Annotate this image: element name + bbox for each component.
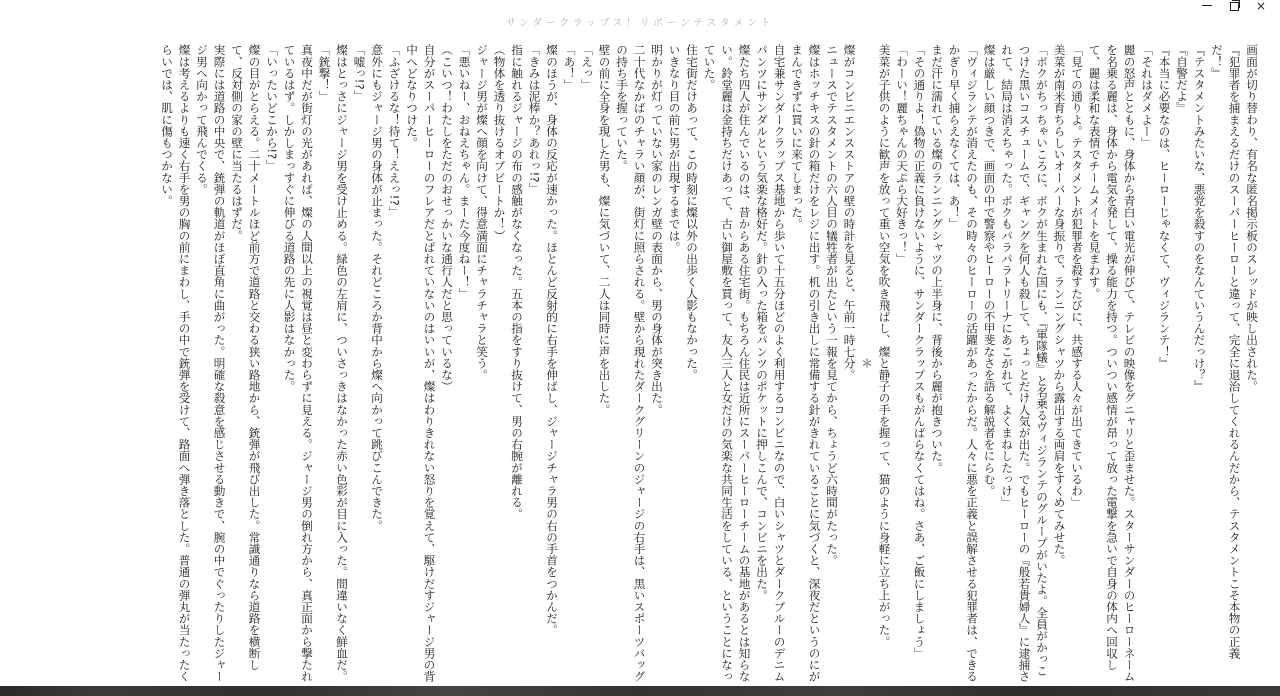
paragraph: 真夜中だが街灯の光があれば、燦の人間以上の視覚は昼と変わらずに見える。ジャージ男の倒れ方から、真正面から撃たれているはず。しかしまっすぐに伸びる道路の先に人影はなかった。 <box>282 44 314 682</box>
close-icon: × <box>1255 0 1267 13</box>
paragraph: 燦は厳しい顔つきで、画面の中で警察やヒーローの不甲斐なさを語る解説者をにらむ。 <box>982 44 997 497</box>
paragraph: 「悪いねー、おねえちゃん。まーた今度ねー！」 <box>457 44 472 300</box>
paragraph: 「ヴィジランテが消えたのも、その時々のヒーローの活躍があったからだ。人々に悪を正義と誤解させる犯罪者は、できるかぎり早く捕らえなくては、あ！」 <box>947 44 979 682</box>
paragraph: 『本当に必要なのは、ヒーローじゃなくて、ヴィジランテ！』 <box>1157 44 1172 369</box>
paragraph: 美菜が子供のように歓声を放って重い空気を吹き飛ばし、燦と静子の手を握って、猫のように身軽に立ち上がった。 <box>877 44 892 648</box>
scene-break: ＊ <box>860 357 874 369</box>
paragraph: 「嘘っ!?」 <box>352 44 367 102</box>
paragraph: 「えっ」 <box>580 44 594 91</box>
paragraph: 壁の前に全身を現した男も、燦に気づいて、二人は同時に声を出した。 <box>597 44 612 416</box>
restore-icon <box>1230 2 1239 11</box>
paragraph: 『犯罪者を捕まえるだけのスーパーヒーローと違って、完全に退治してくれるんだから、テスタメントこそ本物の正義だ！』 <box>1210 44 1242 659</box>
minimize-icon <box>1202 5 1212 6</box>
paragraph: 住宅街だけあって、この時刻に燦以外の出歩く人影もなかった。 <box>685 44 699 381</box>
paragraph: 自分がスーパーヒーローのフレアだとばれていないのはいいが、燦はわりきれない怒りを覚えて、駆けだすジャージ男の背中へどなりつけた。 <box>405 44 437 682</box>
paragraph: 明かりが灯っていない家のレンガ壁の表面から、男の身体が突き出た。 <box>650 44 664 416</box>
paragraph: 「その通りよ！偽物の正義に負けないように、サンダークラップスもがんばらなくてはね。さあ、ご飯にしましょう」 <box>912 44 927 659</box>
paragraph: 燦の目がとらえる。二十メートルほど前方で道路と交わる狭い路地から、銃弾が飛び出した。常識通りなら道路を横断して、反対側の家の壁に当たるはずだ。 <box>230 44 262 671</box>
title-bar <box>0 0 1280 36</box>
paragraph: 燦がコンビニエンスストアの壁の時計を見ると、午前一時七分。 <box>842 44 857 381</box>
paragraph: まだ汗に濡れている燦のランニングシャツの上半身に、背後から麗が抱きついた。 <box>930 44 944 474</box>
paragraph: いきなり目の前に男が出現するまでは。 <box>667 44 682 253</box>
close-button[interactable] <box>1244 0 1278 12</box>
paragraph: 「いったいどこから!?」 <box>265 44 279 171</box>
paragraph: 燦は考えるよりも速く右手を男の胸の前にまわし、手の中で銃弾を受けて、路面へ弾き落とした。普通の弾丸が当たったくらいでは、肌に傷もつかない。 <box>160 44 192 682</box>
paragraph: 燦はホッチキスの針の箱だけをレジに出す。机の引き出しに常備する針がきれていることに気づくと、深夜だというのにがまんできずに買いに来てしまった。 <box>790 44 822 682</box>
paragraph: 『自警だよ』 <box>1175 44 1189 114</box>
vertical-text-body <box>28 44 1260 682</box>
paragraph: ジャージ男が燦へ顔を向けて、得意満面にチャラチャラと笑う。 <box>475 44 489 381</box>
paragraph: 「見ての通りよ。テスタメントが犯罪者を殺すたびに、共感する人々が出てきているわ」 <box>1070 44 1084 508</box>
paragraph: （物体を透り抜けるオブビートか！） <box>492 44 507 242</box>
paragraph: 「それはダメよー」 <box>1140 44 1154 149</box>
paragraph: 「あ！」 <box>562 44 577 91</box>
paragraph: 「きみは泥棒か？あれっ!?」 <box>527 44 542 195</box>
paragraph: 燦のほうが、身体の反応が速かった。ほとんど反射的に右手を伸ばし、ジャージチャラ男の右の手首をつかんだ。 <box>545 44 559 636</box>
paragraph: （こいつ！わたしをただのおせっかいな通行人だと思っているな） <box>440 44 454 392</box>
paragraph: 自宅兼サンダークラップス基地から歩いて十五分ほどのよく利用するコンビニなので、白いシャツとダークブルーのデニムパンツにサンダルという気楽な格好だ。針の入った箱をパンツのポケットに押しこんで、コンビニを出た。 <box>755 44 787 682</box>
paragraph: 実際には道路の中央で、銃弾の軌道がほぼ直角に曲がった。明確な殺意を感じさせる動きで、腕の中でぐったりしたジャージ男へ向かって飛んでくる。 <box>195 44 227 682</box>
paragraph: 画面が切り替わり、有名な匿名掲示板のスレッドが映し出された。 <box>1245 44 1259 392</box>
paragraph: 指に触れるジャージの布の感触がなくなった。五本の指をすり抜けて、男の右腕が離れる。 <box>510 44 524 520</box>
paragraph: 美菜が南米育ちらしいオーバーな身振りで、ランニングシャツから露出する両肩をすくめてみせた。 <box>1052 44 1067 566</box>
paragraph: 燦たち四人が住んでいるのは、昔からある住宅街。もちろん住民は近所にスーパーヒーローチームの基地があるとは知らない。鈴堂麗は金持ちだけあって、古い御屋敷を買って、友人三人と女だけの気楽な共同生活をしている、ということになっていた。 <box>702 44 752 682</box>
document-page <box>0 36 1280 686</box>
paragraph: 「銃撃！」 <box>317 44 332 102</box>
paragraph: 「わーい！麗ちゃんの天ぷら大好きっ！」 <box>895 44 909 265</box>
paragraph: ニュースでテスタメントの六人目の犠牲者が出たという一報を見てから、ちょうど六時間がたった。 <box>825 44 839 566</box>
taskbar-strip <box>0 686 1280 696</box>
paragraph: 麗の怒声とともに、身体から青白い電光が伸びて、テレビの映像をグニャリと歪ませた。スターサンダーのヒーローネームを名乗る麗は、身体から電気を発して、操る能力を持つ。ついつい感情が昂って放った電撃を急いで自身の体内へ回収して、麗は柔和な表情でチームメイトを見まわす。 <box>1087 44 1137 682</box>
paragraph: 「ボクがちっちゃいころに、ボクが生まれた国にも、『軍隊蟻』と名乗るヴィジランテのグループがいたよ。全員がかっこつけた黒いコスチュームで、ギャングを何人も殺して、ちょっとだけ人気が出た。でもヒーローの『般若貴婦人』に逮捕されて、結局は消えちゃった。ボクもパラパラトリーナにあこがれて、よくまねしたっけ」 <box>1000 44 1049 682</box>
paragraph: 燦はとっさにジャージ男を受け止める。緑色の左肩に、ついさっきはなかった赤い色彩が目に入った。間違いなく鮮血だ。 <box>335 44 349 682</box>
paragraph: 意外にもジャージ男の身体が止まった。それどころか背中から燦へ向かって跳びこんできた。 <box>370 44 384 532</box>
paragraph: 「ふざけるな！待て！ええっ!?」 <box>387 44 402 218</box>
document-title: サンダークラップス！リボーンテスタメント <box>506 18 774 29</box>
paragraph: 『テスタメントみたいな、悪党を殺すのをなんていうんだっけ？』 <box>1192 44 1207 392</box>
paragraph: 二十代なかばのチャラい顔が、街灯に照らされる。壁から現れたダークグリーンのジャージの右手は、黒いスポーツバッグの持ち手を握っていた。 <box>615 44 647 682</box>
